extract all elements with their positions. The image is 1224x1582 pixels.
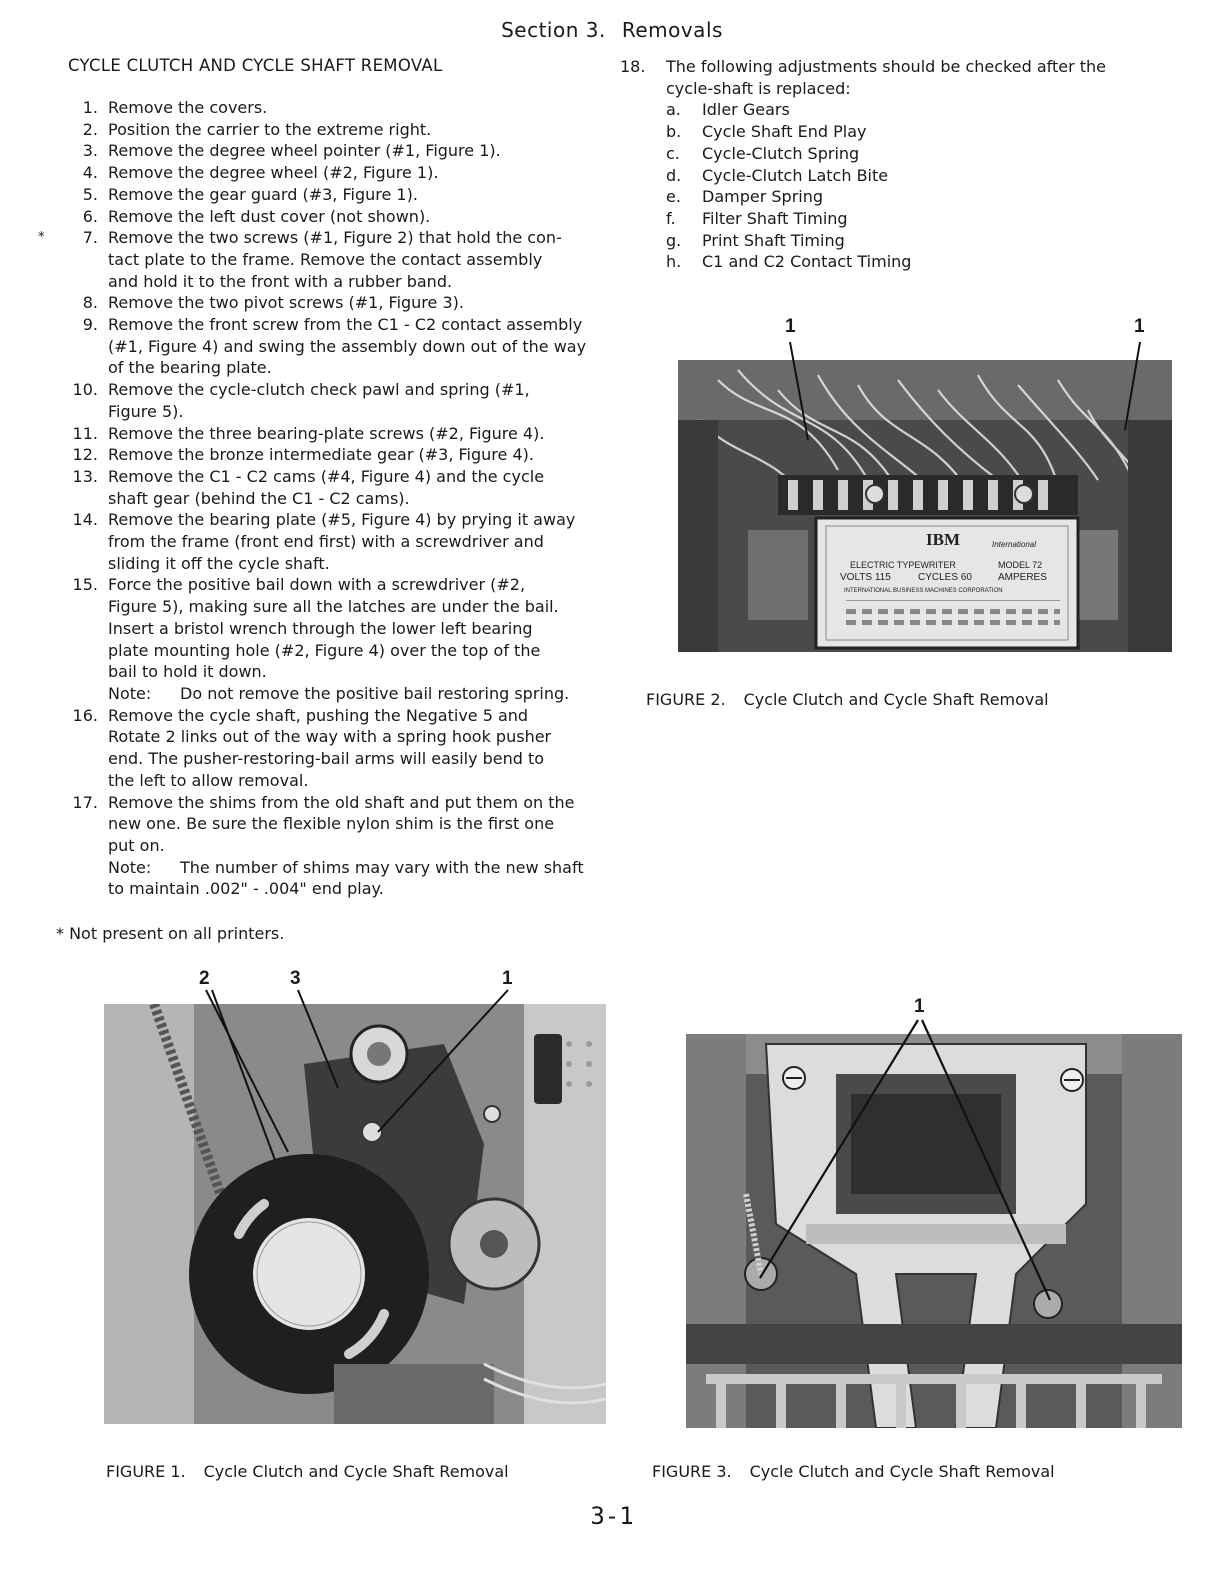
step-number: 7. [82,228,98,248]
step-marker: * [38,230,45,246]
step-line: Remove the C1 - C2 cams (#4, Figure 4) and the cycle [108,466,545,486]
adjustment-text: Cycle-Clutch Latch Bite [702,165,889,185]
adjustment-letter: g. [666,230,682,250]
page-number: 3-1 [590,1502,634,1530]
step-line: and hold it to the front with a rubber band. [108,271,453,291]
step-number: 3. [82,141,98,161]
note-text: The number of shims may vary with the new shaft [180,857,584,877]
adjustment-letter: c. [666,143,680,163]
step-line: of the bearing plate. [108,358,272,378]
adjustment-letter: d. [666,165,682,185]
figure-3-callout-1: 1 [914,996,925,1017]
caption-label: FIGURE 2. [646,690,726,709]
step-line: from the frame (front end first) with a screwdriver and [108,532,544,552]
step-number: 8. [82,293,98,313]
step-line: cycle-shaft is replaced: [666,78,851,98]
plate-brand: IBM [926,530,960,549]
step-line: plate mounting hole (#2, Figure 4) over the top of the [108,640,541,660]
plate-cycles: CYCLES 60 [918,572,972,583]
step-line: (#1, Figure 4) and swing the assembly down out of the way [108,336,587,356]
step-line: Remove the left dust cover (not shown). [108,206,431,226]
step-line: Remove the gear guard (#3, Figure 1). [108,184,418,204]
step-number: 16. [72,705,98,725]
figure-1-callout-1: 1 [502,968,513,989]
step-line: The following adjustments should be checked after the [666,57,1107,76]
plate-volts: VOLTS 115 [840,572,891,583]
plate-company: INTERNATIONAL BUSINESS MACHINES CORPORATION [844,588,1003,594]
figure-1-callout-3: 3 [290,968,301,989]
step-line: Insert a bristol wrench through the lower left bearing [108,618,533,638]
note-text: Do not remove the positive bail restoring spring. [180,683,570,703]
step-line: Figure 5). [108,401,184,421]
step-number: 9. [82,315,98,335]
step-line: Remove the front screw from the C1 - C2 contact assembly [108,315,583,335]
adjustment-text: Filter Shaft Timing [702,208,848,228]
step-line: Remove the two screws (#1, Figure 2) that hold the con- [108,228,562,248]
step-line: end. The pusher-restoring-bail arms will easily bend to [108,749,545,769]
step-line: Remove the shims from the old shaft and put them on the [108,792,575,812]
figure-2-callout-left: 1 [785,316,796,337]
step-line: Remove the cycle shaft, pushing the Negative 5 and [108,705,529,725]
adjustment-letter: f. [666,208,676,228]
plate-product: ELECTRIC TYPEWRITER [850,560,956,570]
step-number: 18. [620,57,646,76]
adjustment-text: Print Shaft Timing [702,230,845,250]
plate-international: International [992,540,1037,549]
step-line: put on. [108,835,165,855]
step-line: Figure 5), making sure all the latches are under the bail. [108,597,559,617]
step-number: 15. [72,575,98,595]
footnote: * Not present on all printers. [56,924,285,943]
step-number: 1. [82,98,98,117]
plate-model: MODEL 72 [998,560,1043,570]
section-label: Section 3. [501,18,606,42]
step-line: Force the positive bail down with a screwdriver (#2, [108,575,526,595]
figure-3-caption [652,1462,1055,1481]
plate-amperes: AMPERES [998,572,1047,583]
procedure-heading: CYCLE CLUTCH AND CYCLE SHAFT REMOVAL [68,56,443,75]
note-label: Note: [108,683,152,703]
step-line: sliding it off the cycle shaft. [108,553,330,573]
step-number: 5. [82,184,98,204]
adjustment-letter: e. [666,187,681,207]
step-line: bail to hold it down. [108,662,267,682]
caption-label: FIGURE 3. [652,1462,732,1481]
section-name: Removals [621,18,723,42]
adjustment-text: Cycle Shaft End Play [702,122,867,142]
step-line: Rotate 2 links out of the way with a spring hook pusher [108,727,552,747]
step-number: 14. [72,510,98,530]
step-number: 4. [82,163,98,183]
step-line: new one. Be sure the flexible nylon shim is the first one [108,814,555,834]
adjustment-letter: b. [666,122,682,142]
figure-2-callout-right: 1 [1134,316,1145,337]
step-line: Remove the bearing plate (#5, Figure 4) by prying it away [108,510,576,530]
step-line: shaft gear (behind the C1 - C2 cams). [108,488,410,508]
step-number: 11. [72,423,98,443]
step-number: 10. [72,380,98,400]
note-label: Note: [108,857,152,877]
adjustment-text: C1 and C2 Contact Timing [702,252,912,272]
step-number: 13. [72,466,98,486]
step-line: Remove the bronze intermediate gear (#3, Figure 4). [108,445,534,465]
caption-text: Cycle Clutch and Cycle Shaft Removal [743,690,1049,709]
step-line: the left to allow removal. [108,770,309,790]
caption-text: Cycle Clutch and Cycle Shaft Removal [203,1462,509,1481]
step-number: 6. [82,206,98,226]
step-line: Remove the degree wheel (#2, Figure 1). [108,163,439,183]
step-line: Remove the cycle-clutch check pawl and spring (#1, [108,380,530,400]
step-line: tact plate to the frame. Remove the contact assembly [108,249,543,269]
step-line: Remove the degree wheel pointer (#1, Figure 1). [108,141,501,161]
step-line: Remove the three bearing-plate screws (#2, Figure 4). [108,423,545,443]
step-line: Position the carrier to the extreme right. [108,119,432,139]
step-number: 12. [72,445,98,465]
adjustment-letter: h. [666,252,682,272]
note-text: to maintain .002" - .004" end play. [108,879,384,899]
adjustment-text: Damper Spring [702,187,824,207]
adjustment-text: Idler Gears [702,100,790,120]
step-line: Remove the covers. [108,98,268,117]
step-number: 2. [82,119,98,139]
adjustment-letter: a. [666,100,681,120]
adjustment-text: Cycle-Clutch Spring [702,143,860,163]
figure-1-callout-2: 2 [199,968,210,989]
caption-label: FIGURE 1. [106,1462,186,1481]
step-number: 17. [72,792,98,812]
step-line: Remove the two pivot screws (#1, Figure 3). [108,293,464,313]
caption-text: Cycle Clutch and Cycle Shaft Removal [749,1462,1055,1481]
